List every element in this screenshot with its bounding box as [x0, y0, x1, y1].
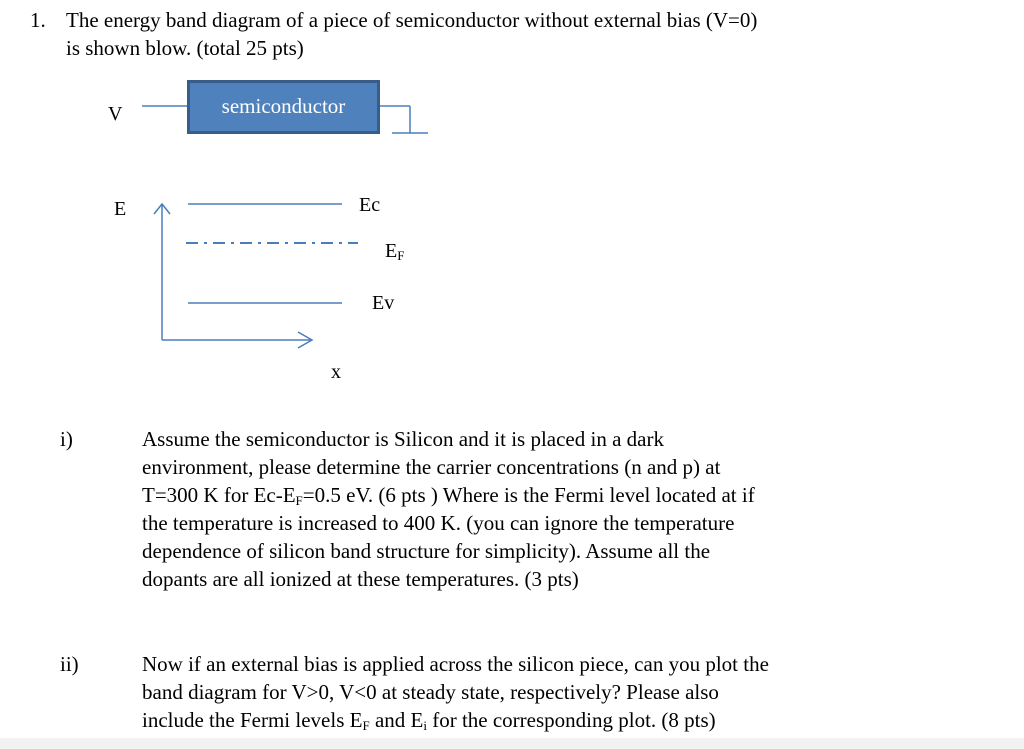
part-i-line: environment, please determine the carrier concentrations (n and p) at	[142, 455, 721, 479]
part-i-line: dopants are all ionized at these temperatures. (3 pts)	[142, 567, 579, 591]
x-axis-label: x	[331, 361, 341, 383]
ec-label: Ec	[359, 194, 381, 216]
part-ii-line: Now if an external bias is applied across the silicon piece, can you plot the	[142, 652, 769, 676]
part-i-line: dependence of silicon band structure for simplicity). Assume all the	[142, 539, 711, 563]
ef-label-main: E	[385, 240, 398, 262]
part-i-line: the temperature is increased to 400 K. (you can ignore the temperature	[142, 511, 735, 535]
question-number: 1.	[30, 8, 46, 32]
part-ii-line: include the Fermi levels $E_F$ and $E_i$ for the corresponding plot. (8 pts)	[142, 708, 716, 733]
page-bottom-edge	[0, 738, 1024, 749]
part-i-line: Assume the semiconductor is Silicon and it is placed in a dark	[142, 427, 664, 451]
semiconductor-box: semiconductor	[187, 80, 380, 134]
part-ii-label: ii)	[60, 652, 79, 676]
part-ii-text	[142, 650, 882, 734]
part-ii-line: band diagram for V>0, V<0 at steady state, respectively? Please also	[142, 680, 719, 704]
ef-label-subscript: F	[397, 248, 405, 263]
part-i-line: T=300 K for $Ec-E_F=0.5$ eV. (6 pts ) Where is the Fermi level located at if	[142, 483, 755, 508]
ef-label	[385, 240, 404, 263]
question-title-line-2: is shown blow. (total 25 pts)	[66, 36, 304, 60]
voltage-label: V	[108, 103, 123, 125]
question-title-line-1: The energy band diagram of a piece of semiconductor without external bias (V=0)	[66, 8, 758, 32]
ev-label: Ev	[372, 292, 395, 314]
part-i-text	[142, 425, 882, 593]
energy-axis-label: E	[114, 198, 127, 220]
part-i-label: i)	[60, 427, 73, 451]
